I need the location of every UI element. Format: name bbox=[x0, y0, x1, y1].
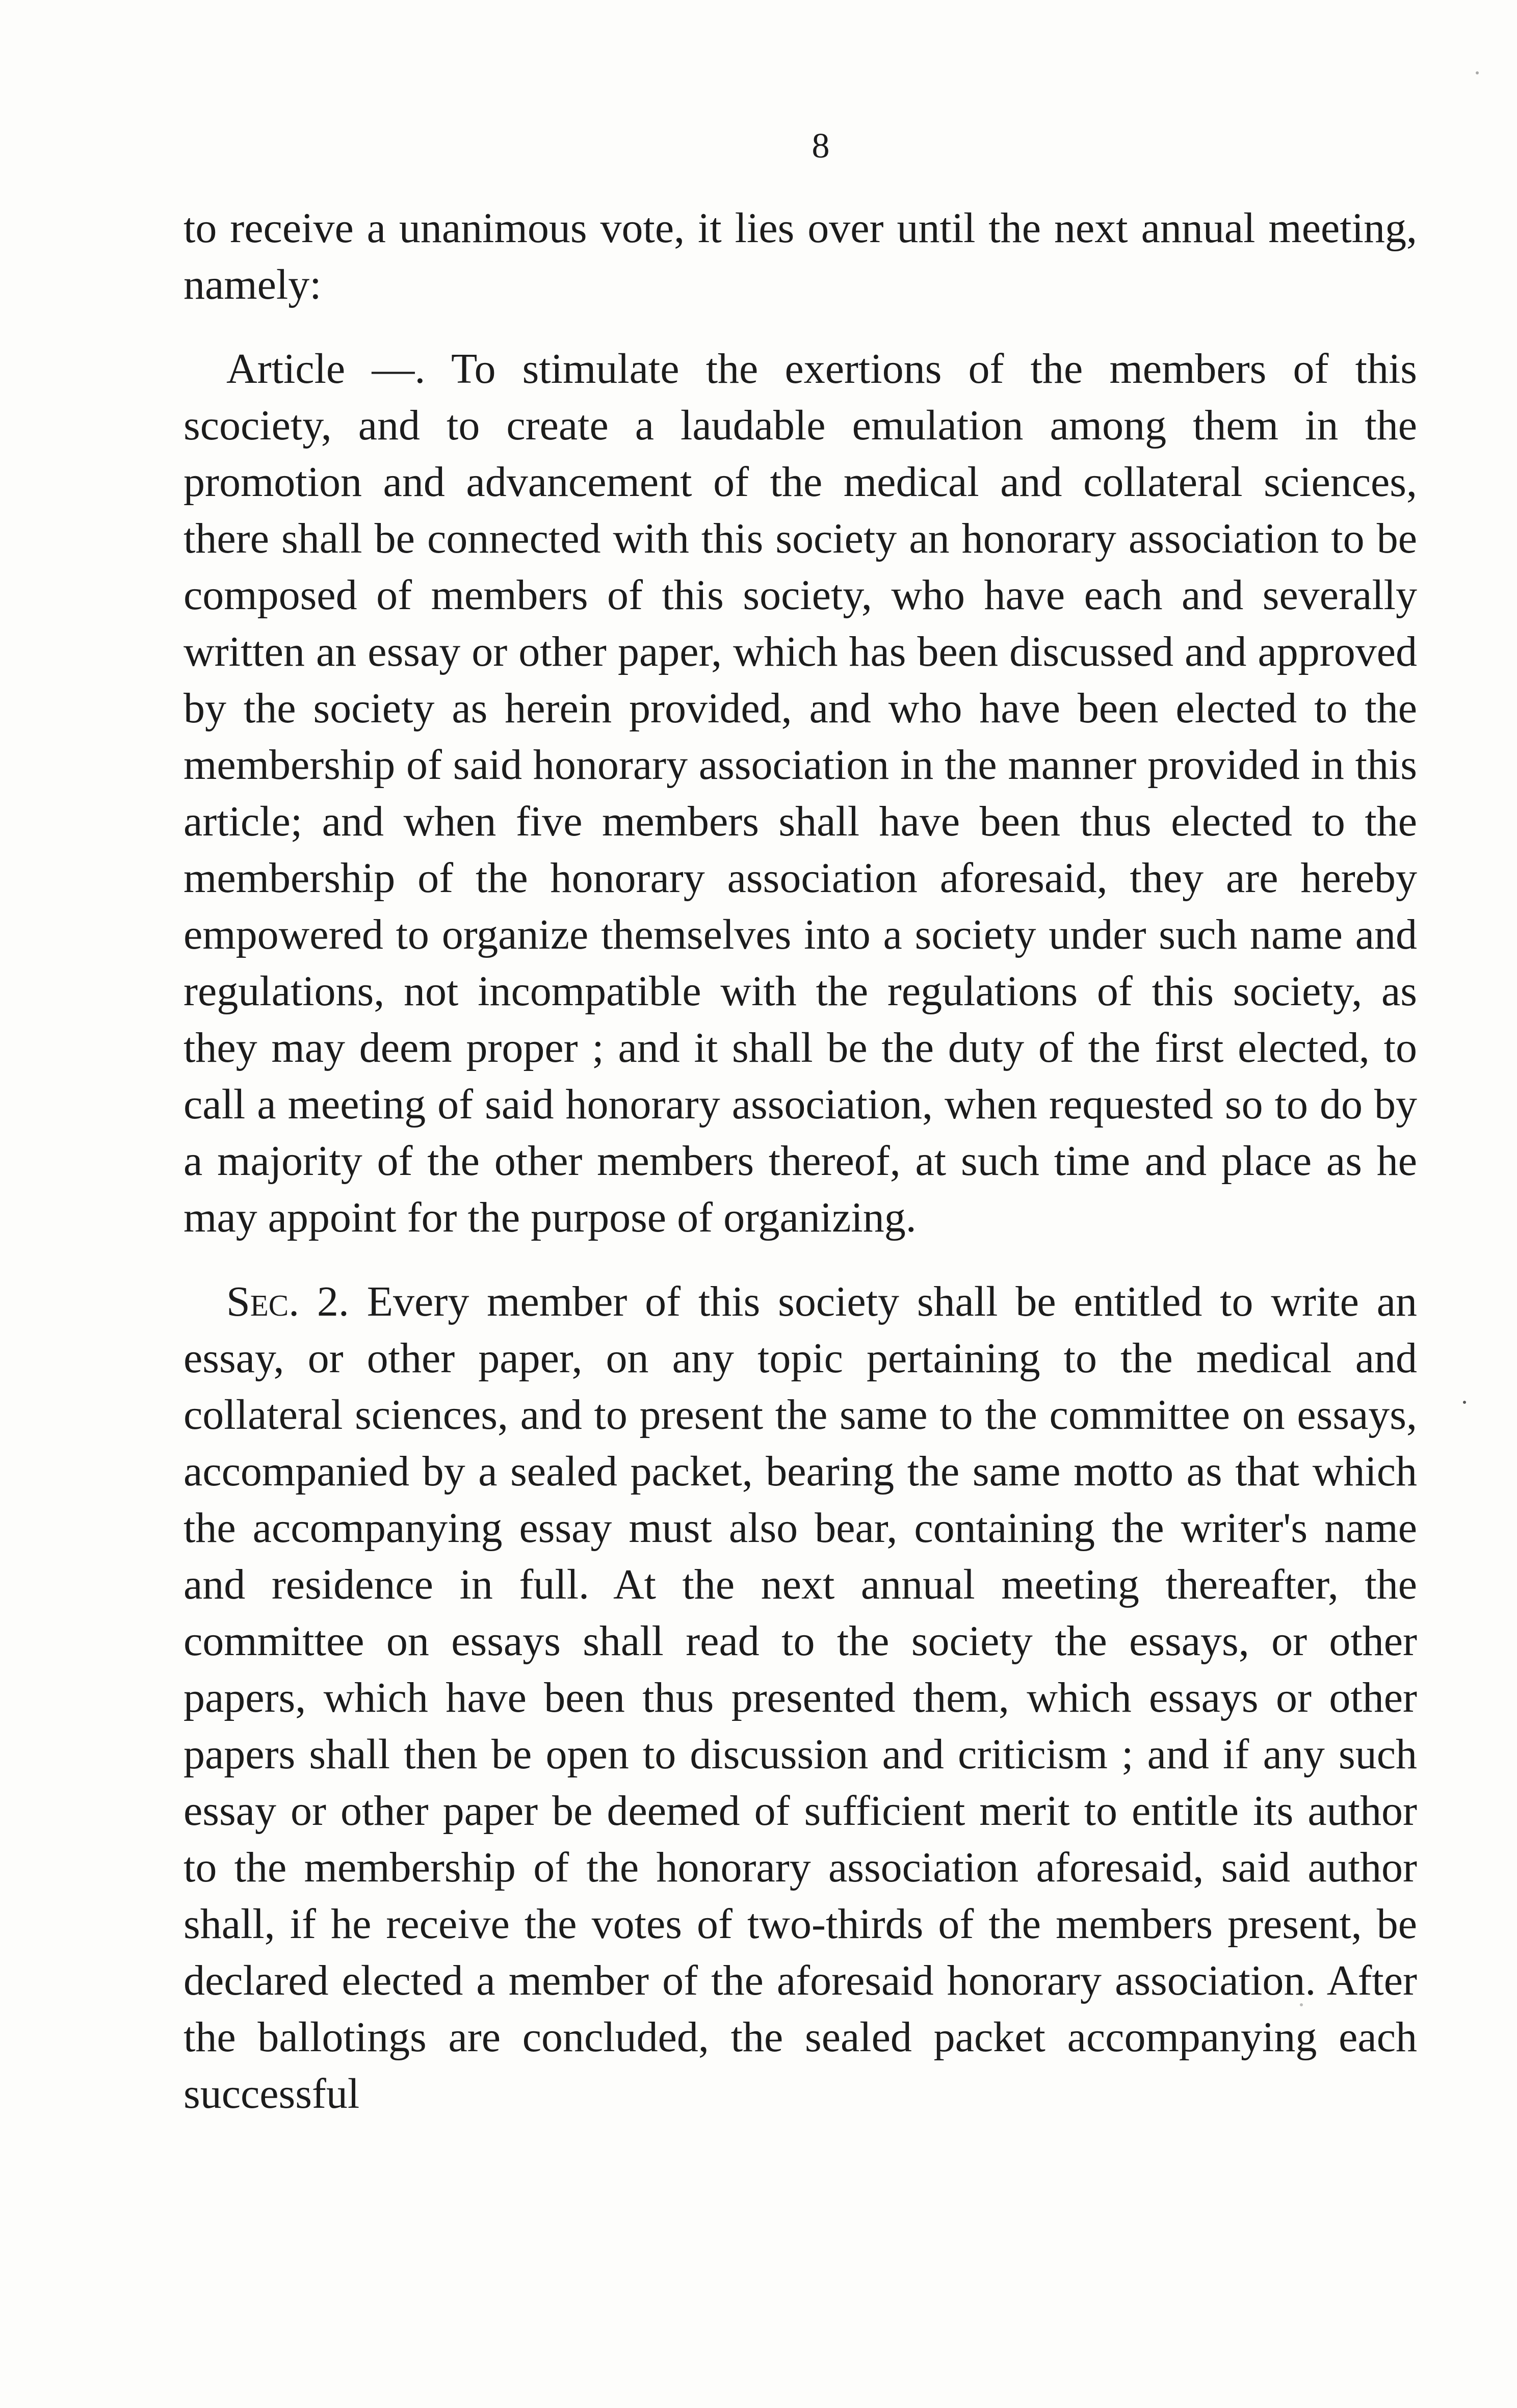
paper-speck bbox=[1300, 2003, 1303, 2006]
paragraph-article bbox=[184, 341, 1417, 1246]
paragraph-continuation: to receive a unanimous vote, it lies over until the next annual meeting, namely: bbox=[184, 204, 1417, 308]
section-heading: Sec. 2. bbox=[226, 1278, 349, 1325]
page-number: 8 bbox=[812, 126, 830, 166]
section-text: Every member of this society shall be entitled to write an essay, or other paper, on any topic pertaining to the medical and collateral sciences, and to present the same to the committee on essays, accompanied by a sealed packet, bearing the same motto as that which the accompanying essay must also bear, containing the writer's name and residence in full. At the next annual meeting thereafter, the committee on essays shall read to the society the essays, or other papers, which have been thus presented them, which essays or other papers shall then be open to discussion and criticism ; and if any such essay or other paper be deemed of sufficient merit to entitle its author to the membership of the honorary association aforesaid, said author shall, if he receive the votes of two-thirds of the members present, be declared elected a member of the aforesaid honorary association. After the ballotings are concluded, the sealed packet accompanying each successful bbox=[184, 1278, 1418, 2117]
article-heading: Article —. bbox=[226, 345, 426, 392]
paper-speck bbox=[1463, 1401, 1466, 1404]
article-text: To stimulate the exertions of the members of this scociety, and to create a laudable emulation among them in the promotion and advancement of the medical and collateral sciences, there shall be connected with this society an honorary association to be composed of members of this society, who have each and severally written an essay or other paper, which has been discussed and approved by the society as herein provided, and who have been elected to the membership of said honorary association in the manner provided in this article; and when five members shall have been thus elected to the membership of the honorary association aforesaid, they are hereby empowered to organize themselves into a society under such name and regulations, not incompatible with the regulations of this society, as they may deem proper ; and it shall be the duty of the first elected, to call a meeting of said honorary association, when requested so to do by a majority of the other members thereof, at such time and place as he may appoint for the purpose of organizing. bbox=[184, 345, 1418, 1241]
paragraph-section-2 bbox=[184, 1273, 1417, 2122]
paper-speck bbox=[1476, 71, 1479, 74]
body-text bbox=[184, 200, 1417, 2122]
